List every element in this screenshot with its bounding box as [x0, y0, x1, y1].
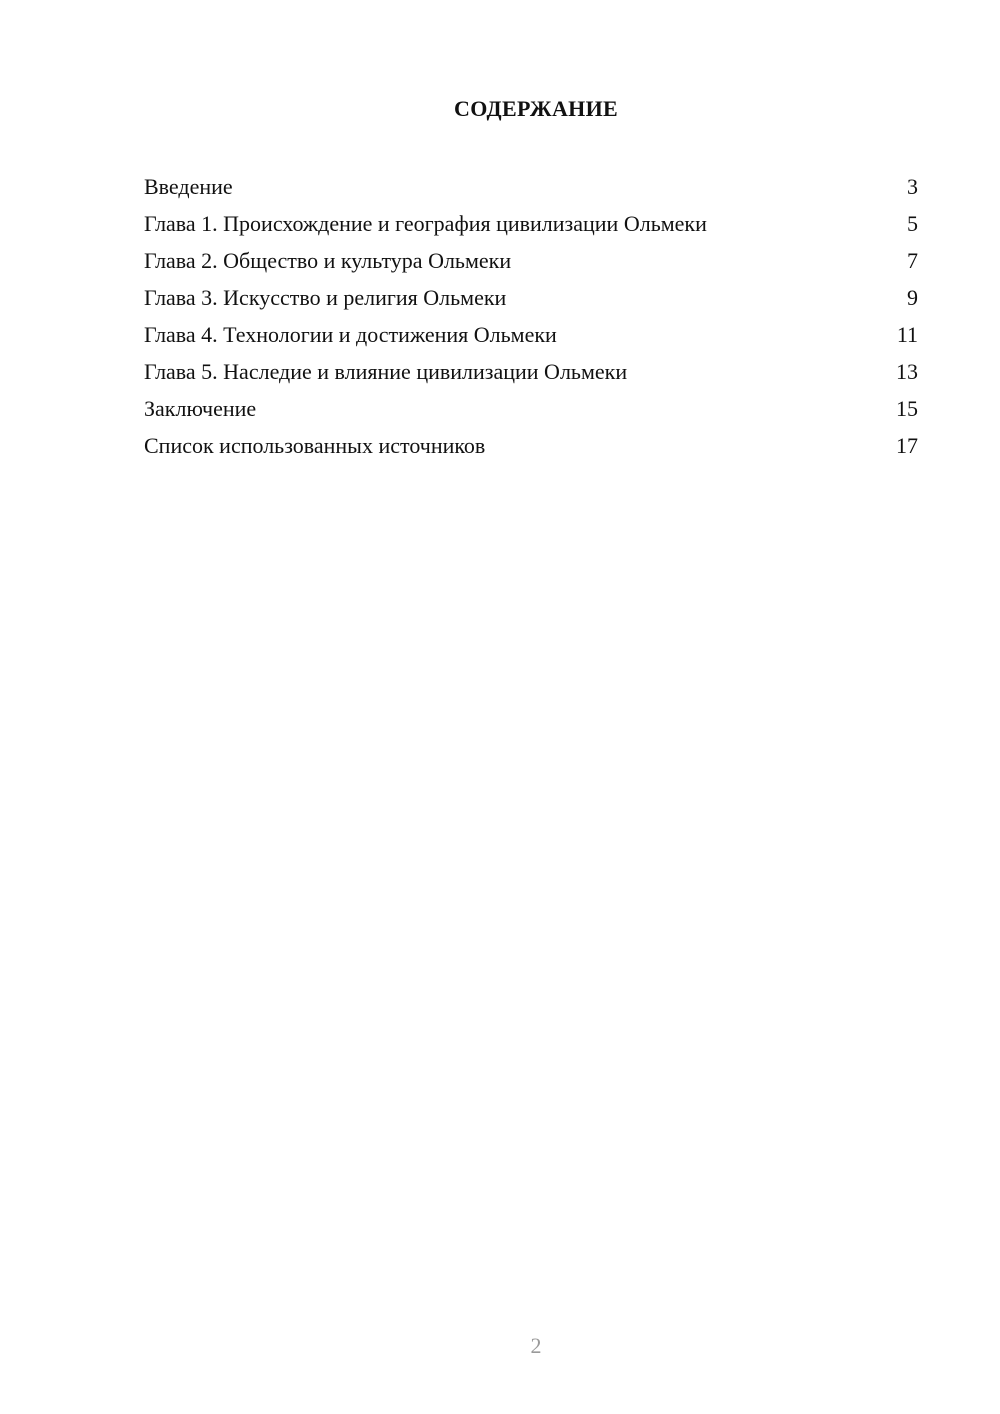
page-number: 2	[530, 1333, 542, 1358]
toc-item-chapter-3	[144, 279, 918, 316]
toc-item-page: 11	[896, 322, 918, 347]
toc-item-label: Заключение	[144, 396, 257, 421]
toc-item-chapter-4	[144, 316, 918, 353]
toc-item-label: Глава 1. Происхождение и география цивилизации Ольмеки	[144, 211, 707, 236]
toc-item-page: 9	[907, 285, 918, 310]
toc-item-chapter-2	[144, 242, 918, 279]
toc-item-page: 15	[896, 396, 918, 421]
toc-item-page: 3	[907, 174, 918, 199]
toc-item-page: 13	[896, 359, 918, 384]
toc-title: СОДЕРЖАНИЕ	[454, 96, 618, 121]
toc-item-label: Глава 5. Наследие и влияние цивилизации Ольмеки	[144, 359, 628, 384]
table-of-contents	[144, 168, 918, 464]
toc-item-introduction	[144, 168, 918, 205]
toc-item-label: Глава 4. Технологии и достижения Ольмеки	[144, 322, 557, 347]
toc-item-label: Введение	[144, 174, 233, 199]
toc-item-page: 17	[896, 433, 918, 458]
toc-item-label: Список использованных источников	[144, 433, 486, 458]
toc-item-label: Глава 3. Искусство и религия Ольмеки	[144, 285, 507, 310]
toc-item-chapter-1	[144, 205, 918, 242]
toc-item-page: 5	[907, 211, 918, 236]
toc-item-label: Глава 2. Общество и культура Ольмеки	[144, 248, 512, 273]
toc-item-chapter-5	[144, 353, 918, 390]
toc-item-page: 7	[907, 248, 918, 273]
toc-item-sources	[144, 427, 918, 464]
toc-item-conclusion	[144, 390, 918, 427]
